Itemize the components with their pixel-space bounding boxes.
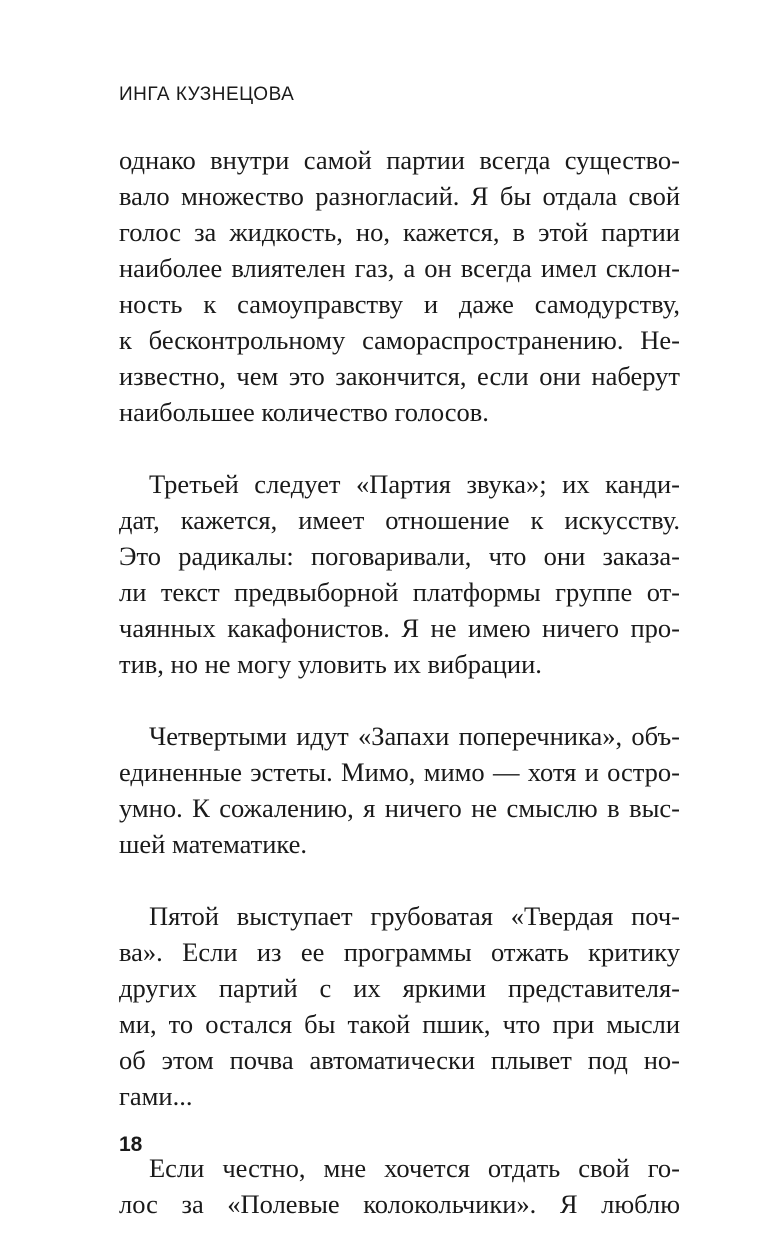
- text-line: вало множество разногласий. Я бы отдала свой: [119, 181, 680, 211]
- text-line: единенные эстеты. Мимо, мимо — хотя и остро-: [119, 757, 680, 787]
- paragraph: [119, 142, 680, 430]
- text-line: об этом почва автоматически плывет под но-: [119, 1045, 680, 1075]
- text-line: ми, то остался бы такой пшик, что при мысли: [119, 1009, 680, 1039]
- text-line: умно. К сожалению, я ничего не смыслю в выс-: [119, 793, 680, 823]
- text-line: ва». Если из ее программы отжать критику: [119, 937, 680, 967]
- text-line: гами...: [119, 1081, 193, 1111]
- text-line: к бесконтрольному самораспространению. Не-: [119, 325, 680, 355]
- paragraph: [119, 1150, 680, 1222]
- text-line: тив, но не могу уловить их вибрации.: [119, 649, 542, 679]
- paragraph-gap: [119, 430, 680, 466]
- text-line: Третьей следует «Партия звука»; их канди-: [149, 469, 680, 499]
- text-line: наиболее влиятелен газ, а он всегда имел склон-: [119, 253, 680, 283]
- paragraph-gap: [119, 1114, 680, 1150]
- page-number: 18: [119, 1133, 143, 1156]
- paragraph: [119, 898, 680, 1114]
- paragraph-gap: [119, 862, 680, 898]
- text-line: однако внутри самой партии всегда существо-: [119, 145, 680, 175]
- paragraph: [119, 718, 680, 862]
- text-line: наибольшее количество голосов.: [119, 397, 489, 427]
- text-line: дат, кажется, имеет отношение к искусству.: [119, 505, 680, 535]
- text-line: голос за жидкость, но, кажется, в этой партии: [119, 217, 680, 247]
- text-line: Это радикалы: поговаривали, что они заказа-: [119, 541, 680, 571]
- text-line: Пятой выступает грубоватая «Твердая поч-: [149, 901, 680, 931]
- text-line: других партий с их яркими представителя-: [119, 973, 680, 1003]
- text-line: ли текст предвыборной платформы группе от-: [119, 577, 680, 607]
- text-line: чаянных какафонистов. Я не имею ничего про-: [119, 613, 680, 643]
- text-line: шей математике.: [119, 829, 308, 859]
- running-head-author: ИНГА КУЗНЕЦОВА: [119, 84, 295, 105]
- text-line: лос за «Полевые колокольчики». Я люблю: [119, 1189, 680, 1219]
- body-text: [119, 142, 680, 1222]
- text-line: ность к самоуправству и даже самодурству,: [119, 289, 680, 319]
- paragraph-gap: [119, 682, 680, 718]
- paragraph: [119, 466, 680, 682]
- text-line: Четвертыми идут «Запахи поперечника», объ-: [149, 721, 680, 751]
- text-line: Если честно, мне хочется отдать свой го-: [149, 1153, 680, 1183]
- text-line: известно, чем это закончится, если они наберут: [119, 361, 680, 391]
